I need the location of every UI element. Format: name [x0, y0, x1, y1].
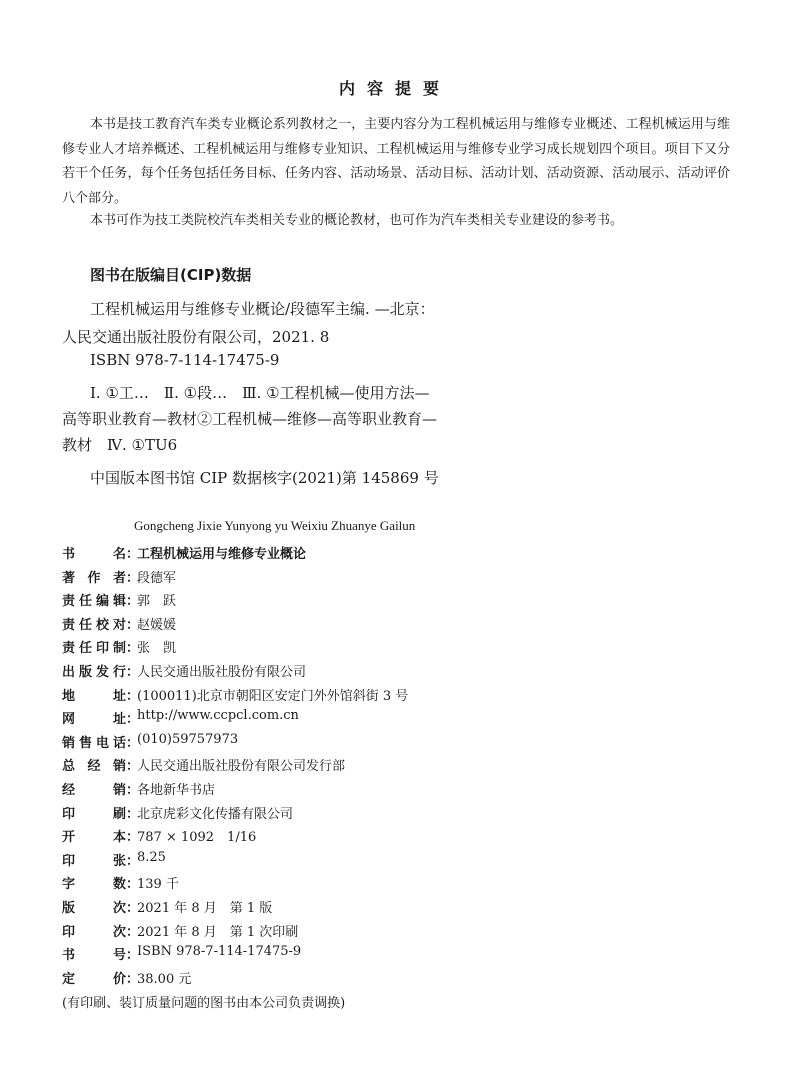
summary-paragraph-1: 本书是技工教育汽车类专业概论系列教材之一，主要内容分为工程机械运用与维修专业概述、工程机械运用与维修专业人才培养概述、工程机械运用与维修专业知识、工程机械运用与维修专业学习成长规划四个项目。项目下又分若干个任务，每个任务包括任务目标、任务内容、活动场景、活动目标、活动计划、活动资源、活动展示、活动评价八个部分。	[62, 117, 730, 206]
record-label: 地 址	[62, 688, 126, 704]
record-value: (100011)北京市朝阳区安定门外外馆斜街 3 号	[137, 688, 409, 704]
cip-line: ISBN 978-7-114-17475-9	[90, 351, 280, 369]
record-value: 人民交通出版社股份有限公司发行部	[137, 759, 346, 775]
record-label: 总 经 销	[62, 759, 126, 775]
record-row	[62, 755, 662, 777]
record-row	[62, 708, 662, 730]
record-value: 人民交通出版社股份有限公司	[137, 665, 307, 680]
record-colon: ：	[126, 570, 140, 586]
record-row	[62, 944, 662, 966]
record-colon: ：	[126, 877, 140, 893]
record-colon: ：	[126, 971, 140, 987]
cip-line: 高等职业教育—教材②工程机械—维修—高等职业教育—	[62, 410, 438, 428]
record-colon: ：	[126, 901, 140, 916]
record-value: 2021 年 8 月 第 1 次印刷	[137, 924, 299, 940]
record-value: 郭 跃	[137, 594, 177, 610]
record-label: 著 作 者	[62, 570, 126, 586]
cip-line: 教材 Ⅳ. ①TU6	[62, 436, 178, 454]
record-colon: ：	[126, 924, 140, 940]
record-label: 经 销	[62, 783, 126, 798]
record-colon: ：	[126, 547, 140, 562]
record-colon: ：	[126, 665, 140, 680]
record-row	[62, 850, 662, 872]
record-row	[62, 803, 662, 825]
record-colon: ：	[126, 594, 140, 610]
record-colon: ：	[126, 806, 140, 822]
record-value: 张 凯	[137, 641, 177, 657]
record-row	[62, 567, 662, 589]
cip-line: 人民交通出版社股份有限公司，2021. 8	[62, 328, 330, 346]
record-row	[62, 590, 662, 612]
record-label: 定 价	[62, 971, 126, 987]
summary-paragraph-2: 本书可作为技工类院校汽车类相关专业的概论教材，也可作为汽车类相关专业建设的参考书。	[90, 213, 624, 228]
record-value: 139 千	[137, 877, 179, 893]
record-label: 书 号	[62, 948, 126, 964]
record-colon: ：	[126, 948, 140, 964]
record-label: 责 任 编 辑	[62, 594, 126, 610]
record-label: 开 本	[62, 830, 126, 846]
record-label: 责 任 校 对	[62, 617, 126, 633]
cip-line: Ⅰ. ①工… Ⅱ. ①段… Ⅲ. ①工程机械—使用方法—	[90, 384, 430, 402]
record-label: 网 址	[62, 712, 126, 728]
record-label: 责 任 印 制	[62, 641, 126, 657]
record-value: 各地新华书店	[137, 783, 216, 798]
record-value: 段德军	[137, 570, 177, 586]
return-policy-note: (有印刷、装订质量问题的图书由本公司负责调换)	[62, 996, 346, 1011]
record-colon: ：	[126, 735, 140, 751]
record-colon: ：	[126, 830, 140, 846]
cip-title: 图书在版编目(CIP)数据	[90, 266, 252, 284]
record-label: 印 次	[62, 924, 126, 940]
record-row	[62, 873, 662, 895]
record-colon: ：	[126, 617, 140, 633]
record-colon: ：	[126, 712, 140, 728]
record-label: 印 张	[62, 853, 126, 869]
record-row	[62, 637, 662, 659]
record-value: 赵媛媛	[137, 617, 177, 633]
record-label: 出 版 发 行	[62, 665, 126, 680]
record-row	[62, 614, 662, 636]
record-label: 书 名	[62, 547, 126, 562]
record-colon: ：	[126, 688, 140, 704]
cip-line: 中国版本图书馆 CIP 数据核字(2021)第 145869 号	[90, 469, 439, 487]
record-colon: ：	[126, 759, 140, 775]
record-value: http://www.ccpcl.com.cn	[137, 708, 299, 724]
record-value: 2021 年 8 月 第 1 版	[137, 901, 273, 916]
record-colon: ：	[126, 641, 140, 657]
record-row	[62, 685, 662, 707]
record-value: 38.00 元	[137, 971, 192, 987]
record-value: 北京虎彩文化传播有限公司	[137, 806, 294, 822]
record-row	[62, 732, 662, 754]
record-label: 字 数	[62, 877, 126, 893]
record-value: 工程机械运用与维修专业概论	[137, 547, 307, 562]
record-colon: ：	[126, 853, 140, 869]
record-row	[62, 543, 662, 565]
record-value: (010)59757973	[137, 731, 239, 747]
record-row	[62, 661, 662, 683]
record-value: 787 × 1092 1/16	[137, 830, 257, 846]
record-row	[62, 897, 662, 919]
cip-line: 工程机械运用与维修专业概论/段德军主编. —北京：	[90, 300, 435, 318]
record-row	[62, 779, 662, 801]
summary-heading: 内容提要	[338, 79, 451, 98]
record-value: 8.25	[137, 849, 166, 865]
record-label: 版 次	[62, 901, 126, 916]
record-label: 销 售 电 话	[62, 735, 126, 751]
pinyin-title: Gongcheng Jixie Yunyong yu Weixiu Zhuanye Gailun	[134, 518, 416, 533]
record-value: ISBN 978-7-114-17475-9	[137, 944, 302, 960]
record-label: 印 刷	[62, 806, 126, 822]
record-row	[62, 968, 662, 990]
record-colon: ：	[126, 783, 140, 798]
record-row	[62, 826, 662, 848]
record-row	[62, 921, 662, 943]
